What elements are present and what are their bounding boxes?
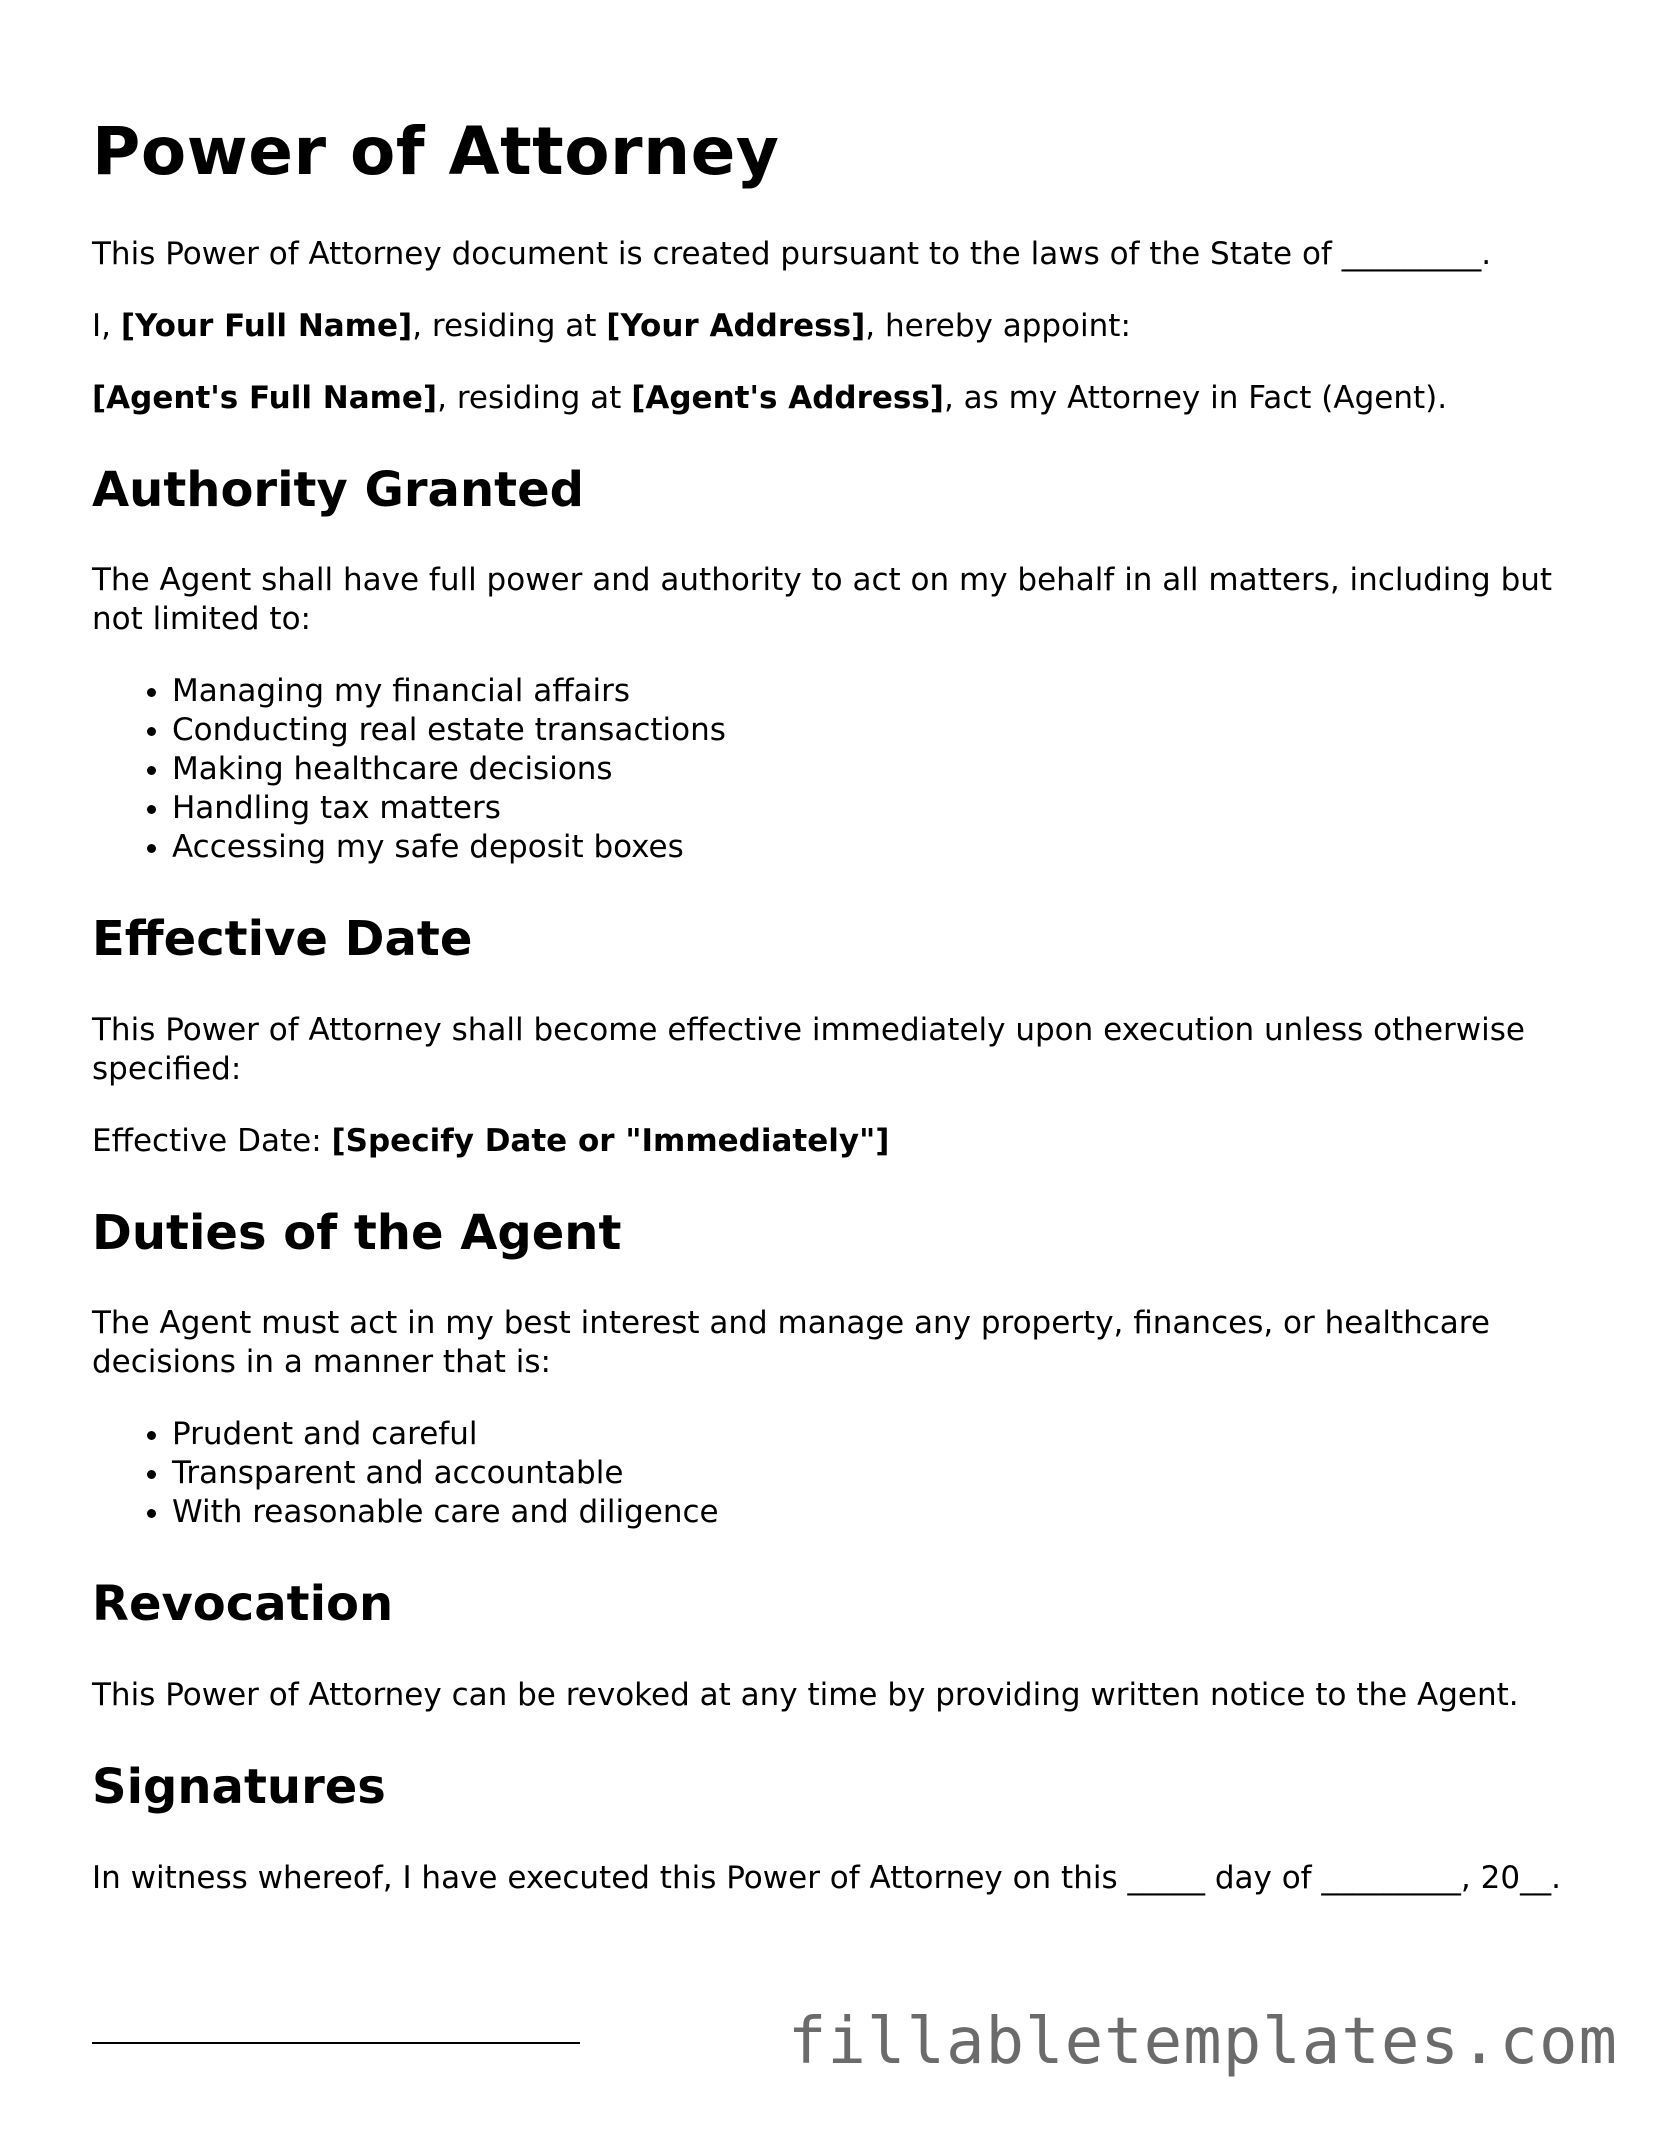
effective-date-paragraph: This Power of Attorney shall become effective immediately upon execution unless otherwise specified:: [92, 1011, 1525, 1087]
list-item: • Conducting real estate transactions: [172, 711, 1572, 750]
list-item: • Managing my financial affairs: [172, 672, 1572, 711]
agent-name-placeholder: [Agent's Full Name]: [92, 379, 438, 416]
duties-list: [92, 1415, 1572, 1532]
list-item: • With reasonable care and diligence: [172, 1493, 1572, 1532]
principal-suffix: , hereby appoint:: [865, 307, 1131, 344]
authority-list: [92, 672, 1572, 867]
principal-paragraph: [92, 307, 1572, 346]
signature-line: [92, 2042, 580, 2044]
agent-middle: , residing at: [437, 379, 632, 416]
intro-paragraph: This Power of Attorney document is created pursuant to the laws of the State of _________.: [92, 235, 1492, 272]
list-item: • Prudent and careful: [172, 1415, 1572, 1454]
revocation-heading: Revocation: [92, 1576, 394, 1633]
effective-date-heading: Effective Date: [92, 911, 473, 968]
effective-date-line: [92, 1122, 1572, 1161]
duties-heading: Duties of the Agent: [92, 1204, 622, 1261]
document-page: [92, 0, 1572, 1898]
agent-address-placeholder: [Agent's Address]: [631, 379, 944, 416]
list-item: • Accessing my safe deposit boxes: [172, 828, 1572, 867]
revocation-paragraph: This Power of Attorney can be revoked at any time by providing written notice to the Agent.: [92, 1676, 1519, 1713]
agent-suffix: , as my Attorney in Fact (Agent).: [943, 379, 1448, 416]
document-title: Power of Attorney: [92, 113, 780, 190]
agent-paragraph: [92, 379, 1572, 418]
duties-paragraph: The Agent must act in my best interest and manage any property, finances, or healthcare decisions in a manner that is:: [92, 1305, 1490, 1381]
authority-heading: Authority Granted: [92, 461, 584, 518]
principal-prefix: I,: [92, 307, 121, 344]
principal-name-placeholder: [Your Full Name]: [120, 307, 413, 344]
witness-paragraph: In witness whereof, I have executed this Power of Attorney on this _____ day of _________, 20__.: [92, 1859, 1561, 1896]
principal-middle: , residing at: [412, 307, 607, 344]
effective-date-placeholder: [Specify Date or "Immediately"]: [331, 1122, 890, 1159]
principal-address-placeholder: [Your Address]: [606, 307, 866, 344]
list-item: • Handling tax matters: [172, 789, 1572, 828]
signatures-heading: Signatures: [92, 1758, 386, 1815]
list-item: • Transparent and accountable: [172, 1454, 1572, 1493]
list-item: • Making healthcare decisions: [172, 750, 1572, 789]
effective-date-label: Effective Date:: [92, 1122, 332, 1159]
authority-paragraph: The Agent shall have full power and authority to act on my behalf in all matters, including but not limited to:: [92, 562, 1553, 638]
watermark: fillabletemplates.com: [787, 2005, 1618, 2079]
